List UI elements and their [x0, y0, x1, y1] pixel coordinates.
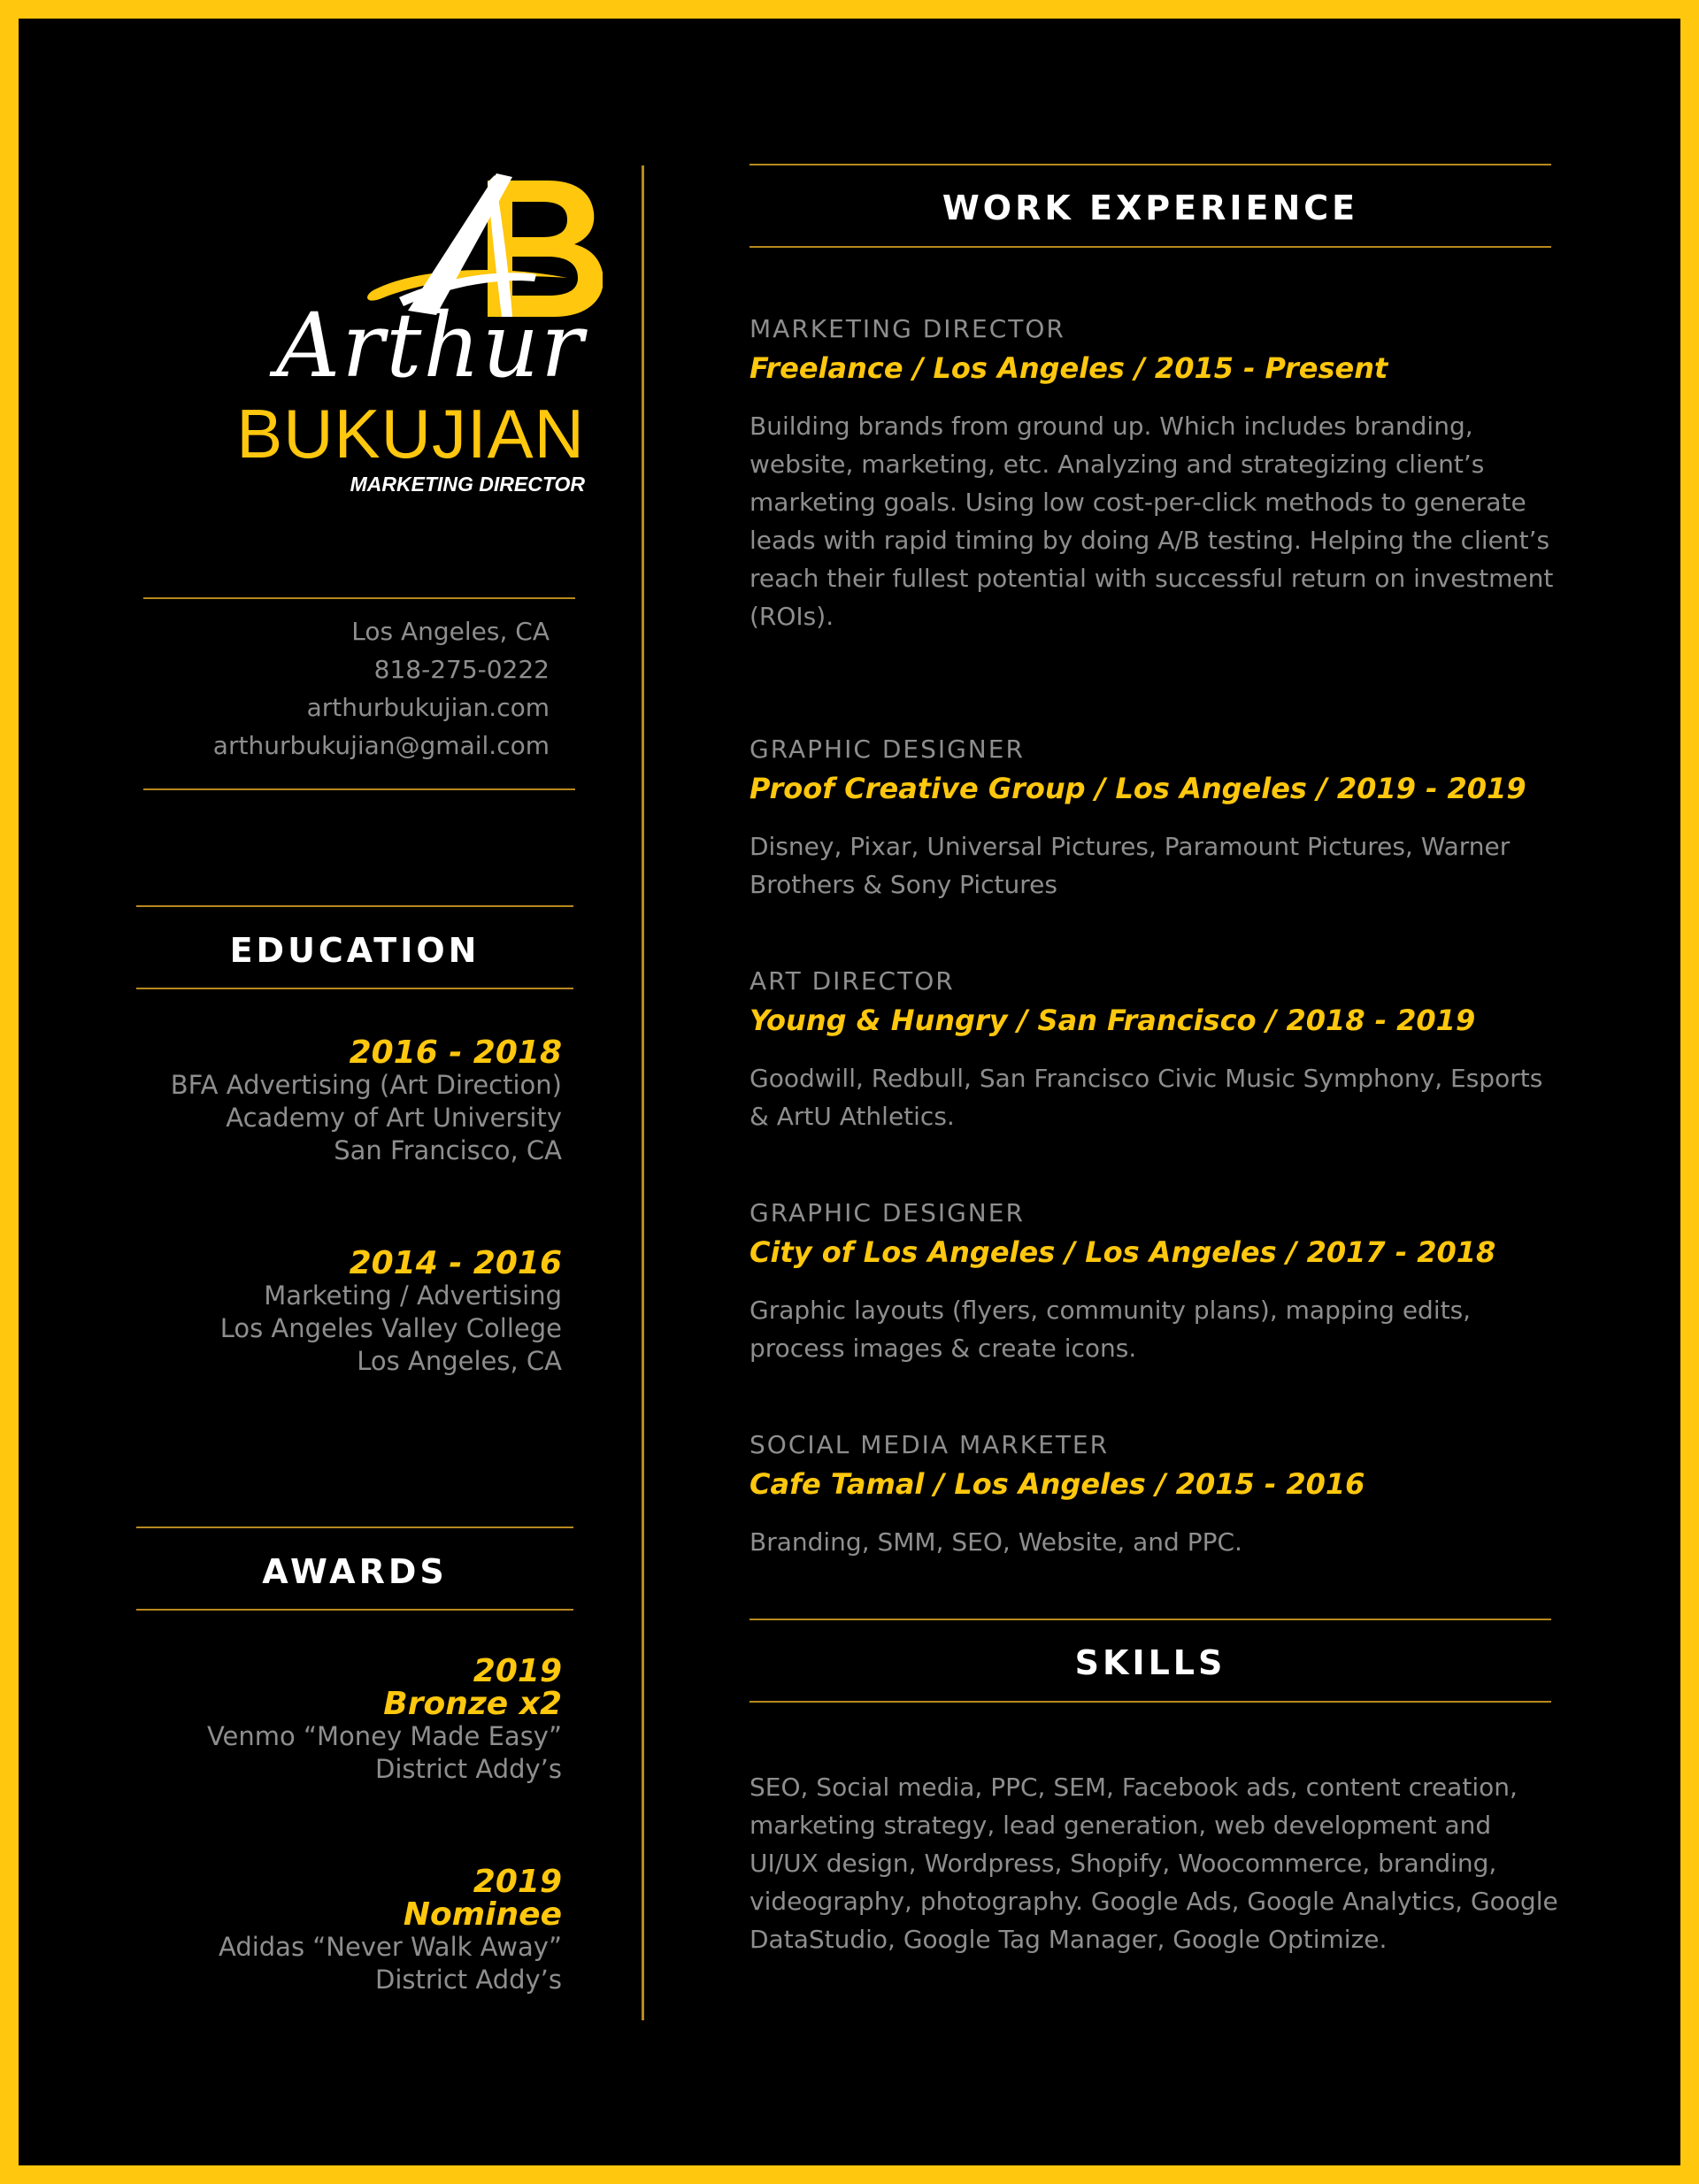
skills-heading: SKILLS [1074, 1643, 1226, 1682]
job-description: Building brands from ground up. Which includes branding, website, marketing, etc. Analyzing and strategizing client’s marketing goals. Using low cost-per-click methods to generate leads with rapid timing by doing A/B testing. Helping the client’s reach their fullest potential with successful return on investment (ROIs). [750, 411, 1554, 631]
resume-page [19, 19, 1680, 2165]
education-location: San Francisco, CA [334, 1135, 562, 1165]
education-school: Academy of Art University [226, 1103, 562, 1133]
skills-text: SEO, Social media, PPC, SEM, Facebook ads, content creation, marketing strategy, lead generation, web development and UI/UX design, Wordpress, Shopify, Woocommerce, branding, videography, photography. Google Ads, Google Analytics, Google DataStudio, Google Tag Manager, Google Optimize. [750, 1773, 1558, 1954]
education-entry [134, 1247, 562, 1378]
education-years: 2016 - 2018 [349, 1034, 562, 1071]
awards-heading: AWARDS [262, 1552, 448, 1591]
education-degree: Marketing / Advertising [264, 1280, 562, 1311]
award-entry [134, 1655, 562, 1786]
work-heading: WORK EXPERIENCE [942, 188, 1359, 227]
education-school: Los Angeles Valley College [219, 1313, 562, 1343]
logo-last-name: BUKUJIAN [236, 395, 585, 473]
job-description: Goodwill, Redbull, San Francisco Civic Music Symphony, Esports & ArtU Athletics. [750, 1064, 1543, 1131]
contact-website[interactable]: arthurbukujian.com [306, 693, 550, 722]
job-title: GRAPHIC DESIGNER [750, 1198, 1025, 1227]
contact-location: Los Angeles, CA [351, 617, 550, 646]
job-entry [750, 314, 1564, 635]
education-degree: BFA Advertising (Art Direction) [170, 1070, 562, 1100]
award-event: District Addy’s [374, 1965, 562, 1995]
logo [231, 165, 603, 501]
contact-email[interactable]: arthurbukujian@gmail.com [212, 731, 550, 760]
award-year: 2019 [473, 1653, 562, 1689]
award-entry [134, 1865, 562, 1996]
contact-phone: 818-275-0222 [373, 655, 550, 684]
contact-block [151, 612, 550, 765]
job-company: Cafe Tamal / Los Angeles / 2015 - 2016 [750, 1467, 1365, 1501]
divider [136, 905, 573, 907]
job-entry [750, 1430, 1564, 1561]
award-project: Adidas “Never Walk Away” [218, 1932, 562, 1962]
divider [143, 788, 575, 790]
divider [143, 597, 575, 599]
job-title: MARKETING DIRECTOR [750, 314, 1065, 343]
job-entry [750, 734, 1564, 904]
divider [136, 988, 573, 989]
column-divider [642, 165, 644, 2020]
job-entry [750, 966, 1564, 1135]
award-year: 2019 [473, 1864, 562, 1900]
logo-first-name: Arthur [276, 294, 585, 397]
education-years: 2014 - 2016 [349, 1245, 562, 1281]
award-title: Nominee [403, 1896, 562, 1933]
award-project: Venmo “Money Made Easy” [206, 1721, 562, 1751]
education-entry [134, 1036, 562, 1167]
job-company: Young & Hungry / San Francisco / 2018 - 2019 [750, 1004, 1476, 1037]
divider [750, 1619, 1551, 1620]
award-event: District Addy’s [374, 1754, 562, 1784]
job-description: Graphic layouts (flyers, community plans), mapping edits, process images & create icons. [750, 1296, 1472, 1363]
divider [750, 246, 1551, 248]
education-location: Los Angeles, CA [357, 1346, 562, 1376]
job-title: ART DIRECTOR [750, 966, 955, 996]
divider [750, 164, 1551, 165]
job-description: Disney, Pixar, Universal Pictures, Paramount Pictures, Warner Brothers & Sony Pictures [750, 832, 1511, 899]
job-company: Freelance / Los Angeles / 2015 - Present [750, 351, 1388, 385]
job-company: Proof Creative Group / Los Angeles / 2019 - 2019 [750, 772, 1526, 805]
divider [136, 1609, 573, 1611]
job-title: GRAPHIC DESIGNER [750, 734, 1025, 764]
logo-role: MARKETING DIRECTOR [350, 473, 585, 496]
divider [136, 1526, 573, 1528]
education-heading: EDUCATION [229, 931, 480, 970]
job-entry [750, 1198, 1564, 1367]
award-title: Bronze x2 [383, 1686, 562, 1722]
job-title: SOCIAL MEDIA MARKETER [750, 1430, 1110, 1459]
job-description: Branding, SMM, SEO, Website, and PPC. [750, 1527, 1242, 1557]
job-company: City of Los Angeles / Los Angeles / 2017 - 2018 [750, 1235, 1496, 1269]
divider [750, 1701, 1551, 1703]
